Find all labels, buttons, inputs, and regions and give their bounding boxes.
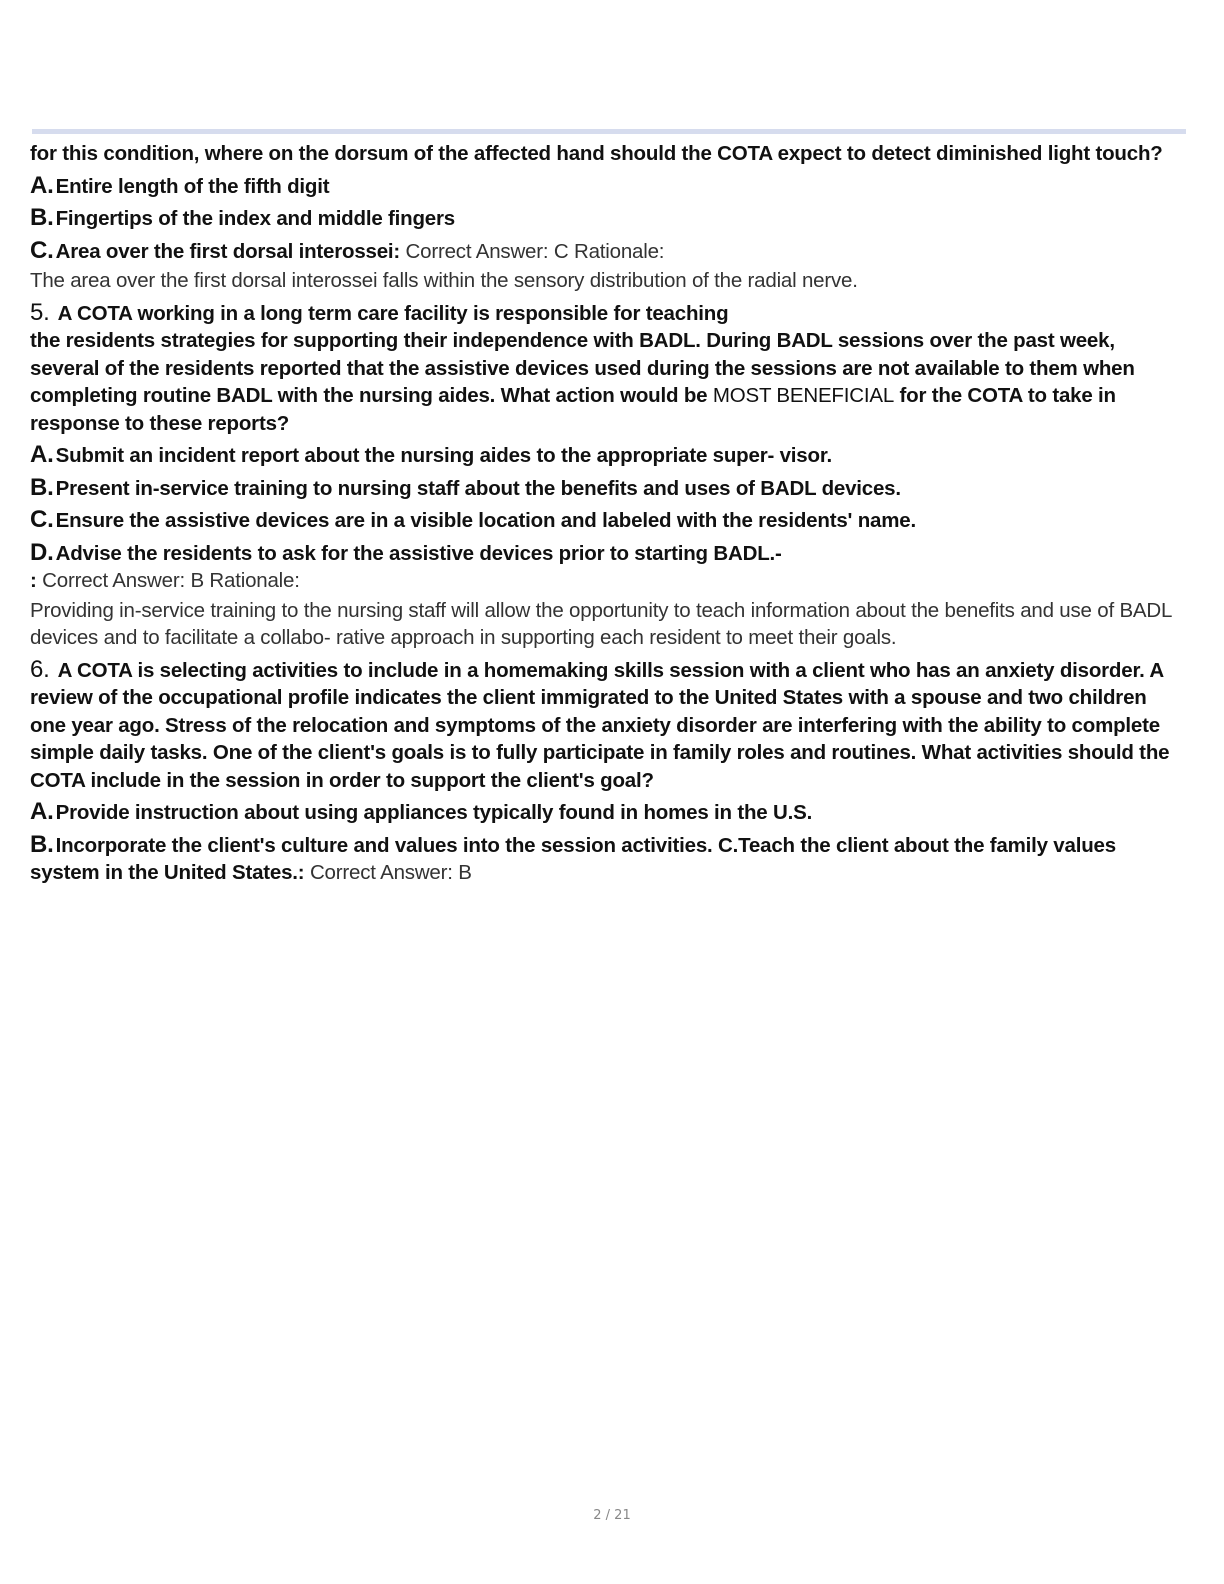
q6-option-a: [30, 798, 1180, 827]
option-text: Advise the residents to ask for the assistive devices prior to starting BADL.-: [55, 541, 782, 565]
header-divider: [32, 129, 1186, 134]
option-letter: B.: [30, 473, 54, 501]
q5-correct-answer: Correct Answer: B Rationale:: [42, 569, 300, 592]
option-text: Entire length of the fifth digit: [55, 174, 330, 198]
q5-stem-end: for the COTA to take in response to these reports?: [30, 384, 1116, 435]
q5-option-c: [30, 506, 1180, 535]
option-text: Ensure the assistive devices are in a visible location and labeled with the residents' name.: [55, 509, 916, 532]
option-text: Fingertips of the index and middle fingers: [55, 207, 455, 230]
option-letter: A.: [30, 171, 54, 199]
option-letter: D.: [30, 538, 54, 566]
page-number: 2 / 21: [593, 1508, 631, 1523]
q5-stem-emphasis: MOST BENEFICIAL: [712, 384, 895, 407]
q6-option-b: [30, 831, 1180, 887]
option-letter: A.: [30, 798, 54, 825]
q5-stem-first-line: [30, 299, 1180, 328]
q4-correct-answer: Correct Answer: C Rationale:: [405, 239, 665, 263]
option-text: Provide instruction about using appliances typically found in homes in the U.S.: [55, 801, 813, 824]
q5-stem-first: A COTA working in a long term care facility is responsible for teaching: [57, 301, 729, 325]
q4-rationale: The area over the first dorsal interossei falls within the sensory distribution of the radial nerve.: [30, 269, 858, 292]
q4-option-b: [30, 204, 1180, 233]
answer-colon: :: [30, 569, 37, 592]
q5-option-a: [30, 441, 1180, 470]
option-letter: C.: [30, 506, 54, 533]
q6-stem-block: [30, 656, 1180, 795]
q6-correct-answer: Correct Answer: B: [309, 861, 472, 884]
q5-correct-answer-line: [30, 567, 1180, 595]
q5-stem-rest: the residents strategies for supporting their independence with BADL. During BADL sessions over the past week, several of the residents reported that the assistive devices used during the sessions are not available to them when completing routine BADL with the nursing aides. What action would be: [30, 329, 1135, 407]
option-text: Area over the first dorsal interossei:: [55, 239, 401, 263]
option-letter: A.: [30, 441, 54, 468]
q5-option-b: [30, 474, 1180, 503]
option-letter: B.: [30, 204, 54, 231]
q5-stem: [30, 327, 1180, 437]
q5-rationale: Providing in-service training to the nursing staff will allow the opportunity to teach information about the benefits and use of BADL devices and to facilitate a collabo- rative approach in supporting each resident to meet their goals.: [30, 598, 1172, 649]
q5-number: 5.: [30, 298, 50, 326]
option-text: Submit an incident report about the nursing aides to the appropriate super- visor.: [55, 444, 832, 467]
q5-option-d: [30, 539, 1180, 568]
q6-stem: A COTA is selecting activities to include in a homemaking skills session with a client who has an anxiety disorder. A review of the occupational profile indicates the client immigrated to the United States with a spouse and two children one year ago. Stress of the relocation and symptoms of the anxiety disorder are interfering with the ability to complete simple daily tasks. One of the client's goals is to fully participate in family roles and routines. What activities should the COTA include in the session in order to support the client's goal?: [30, 658, 1170, 792]
option-letter: C.: [30, 236, 54, 264]
option-letter: B.: [30, 830, 54, 858]
q4-stem-continuation: for this condition, where on the dorsum of the affected hand should the COTA expect to detect diminished light touch?: [30, 142, 1163, 165]
document-body: [30, 140, 1180, 887]
option-text: Incorporate the client's culture and values into the session activities. C.Teach the client about the family values system in the United States.:: [30, 833, 1116, 884]
q4-option-c: [30, 237, 1180, 266]
option-text: Present in-service training to nursing staff about the benefits and uses of BADL devices.: [55, 476, 901, 500]
q6-number: 6.: [30, 655, 50, 683]
q4-option-a: [30, 172, 1180, 201]
